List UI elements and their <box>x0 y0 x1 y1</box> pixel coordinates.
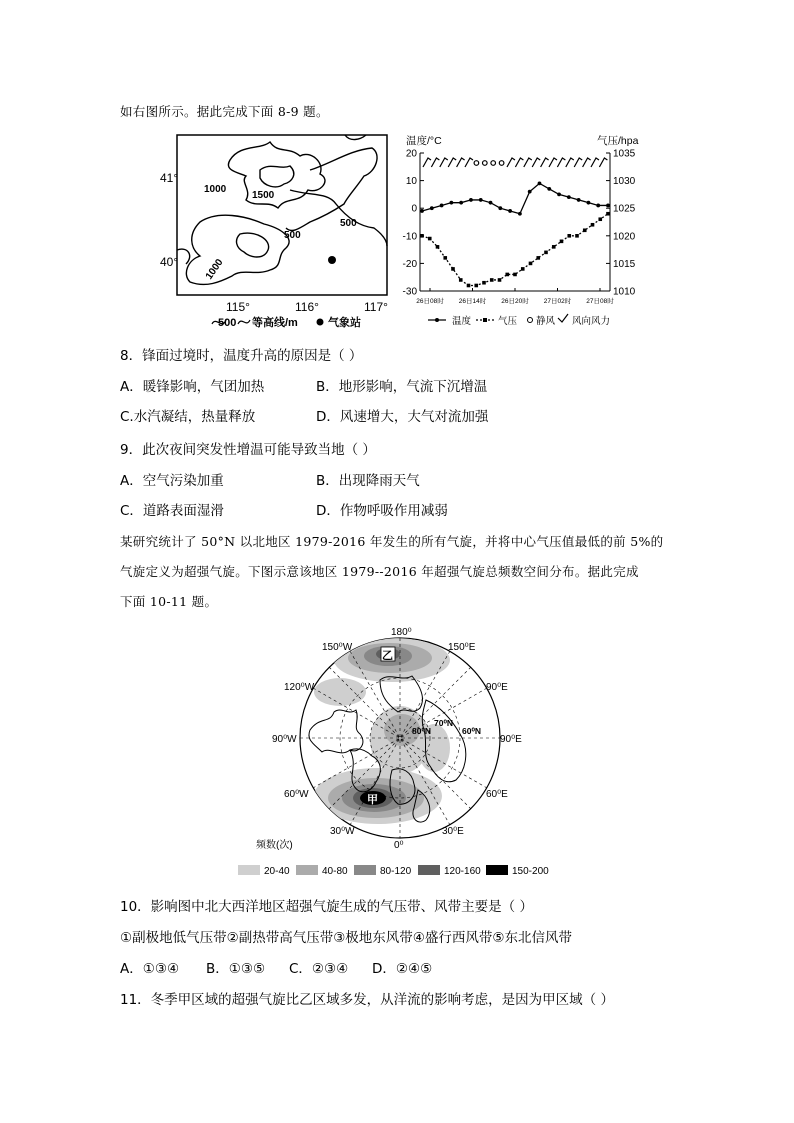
wind-barb <box>557 158 565 167</box>
q10-option-a: A．①③④ <box>120 961 180 977</box>
left-tick-label: 10 <box>405 176 417 188</box>
wind-barb <box>583 158 591 167</box>
legend-label-80-120: 80-120 <box>380 866 412 877</box>
legend-swatch-40-80 <box>296 865 318 875</box>
x-tick-label: 27日08时 <box>586 298 614 305</box>
right-tick-label: 1035 <box>613 148 636 160</box>
pressure-point <box>583 228 587 232</box>
temperature-point <box>518 212 522 216</box>
right-tick-label: 1010 <box>613 286 636 298</box>
lat-label-60n: 60⁰N <box>462 726 482 736</box>
wind-barb <box>448 158 456 167</box>
lon-label-115: 115° <box>226 300 250 314</box>
pressure-point <box>521 267 525 271</box>
pressure-point <box>575 234 579 238</box>
q8-stem: 8．锋面过境时，温度升高的原因是（ ） <box>120 348 363 364</box>
wind-barb <box>515 158 523 167</box>
wind-barb <box>574 158 582 167</box>
lon-label-150w: 150⁰W <box>322 642 353 653</box>
pressure-point <box>529 262 533 266</box>
q8-option-a: A．暖锋影响，气团加热 <box>120 379 265 395</box>
x-tick-label: 26日08时 <box>416 298 444 305</box>
q11-stem: 11．冬季甲区域的超强气旋比乙区域多发，从洋流的影响考虑，是因为甲区域（ ） <box>120 992 614 1008</box>
pressure-point <box>591 223 595 227</box>
pressure-point <box>490 278 494 282</box>
pressure-point <box>567 234 571 238</box>
lon-label-120w: 120⁰W <box>284 682 315 693</box>
pressure-point <box>606 212 610 216</box>
q10-option-b: B．①③⑤ <box>206 961 266 977</box>
pressure-point <box>560 240 564 244</box>
right-tick-label: 1020 <box>613 231 636 243</box>
pressure-point <box>482 281 486 285</box>
lon-label-150e: 150⁰E <box>448 642 476 653</box>
lon-label-60e: 60⁰E <box>486 789 508 800</box>
contour-map <box>160 130 406 330</box>
legend-swatch-80-120 <box>354 865 376 875</box>
temperature-point <box>430 206 434 210</box>
temperature-point <box>587 201 591 205</box>
lon-label-90e-top: 90⁰E <box>486 682 508 693</box>
temperature-point <box>459 201 463 205</box>
pressure-point <box>552 245 556 249</box>
pressure-point <box>544 251 548 255</box>
left-tick-label: 20 <box>405 148 417 160</box>
contour-label-1500: 1500 <box>252 190 275 201</box>
region-jia-label: 甲 <box>367 794 378 806</box>
lat-label-40: 40° <box>160 255 179 269</box>
pressure-point <box>467 284 471 288</box>
intro-text-2-line3: 下面 10-11 题。 <box>120 594 218 609</box>
right-tick-label: 1025 <box>613 203 636 215</box>
temperature-point <box>557 193 561 197</box>
contour-label-1000b: 1000 <box>203 257 226 282</box>
lat-label-41: 41° <box>160 171 179 185</box>
pressure-point <box>536 256 540 260</box>
lat-label-70n: 70⁰N <box>434 718 454 728</box>
q9-stem: 9．此次夜间突发性增温可能导致当地（ ） <box>120 442 376 458</box>
left-tick-label: -20 <box>402 258 417 270</box>
contour-label-1000a: 1000 <box>204 184 227 195</box>
legend-label-40-80: 40-80 <box>322 866 348 877</box>
pressure-point <box>505 273 509 277</box>
temperature-point <box>469 198 473 202</box>
lat-label-80n: 80⁰N <box>412 726 432 736</box>
right-tick-label: 1015 <box>613 258 636 270</box>
temperature-point <box>449 201 453 205</box>
calm-symbol <box>491 161 496 166</box>
temperature-point <box>420 209 424 213</box>
chart-ylabel-left: 温度/°C <box>406 135 442 147</box>
wind-barb <box>532 158 540 167</box>
left-tick-label: -10 <box>402 231 417 243</box>
lon-label-180: 180⁰ <box>391 627 412 638</box>
q9-option-c: C．道路表面湿滑 <box>120 503 224 519</box>
q10-option-c: C．②③④ <box>289 961 349 977</box>
intro-text-2-line2: 气旋定义为超强气旋。下图示意该地区 1979--2016 年超强气旋总频数空间分布。据此完成 <box>120 564 639 579</box>
frequency-legend <box>238 865 549 877</box>
pressure-point <box>598 217 602 221</box>
pressure-point <box>443 256 447 260</box>
legend-label-120-160: 120-160 <box>444 866 481 877</box>
q9-option-b: B．出现降雨天气 <box>316 473 420 489</box>
lon-label-90e: 90⁰E <box>500 734 522 745</box>
q10-stem: 10．影响图中北大西洋地区超强气旋生成的气压带、风带主要是（ ） <box>120 899 533 915</box>
weather-chart <box>400 130 648 332</box>
q9-option-d: D．作物呼吸作用减弱 <box>316 503 448 519</box>
pressure-point <box>420 234 424 238</box>
temperature-point <box>567 195 571 199</box>
contour-label-500b: 500 <box>340 218 357 229</box>
legend-station-label: 气象站 <box>328 317 361 329</box>
temperature-point <box>538 181 542 185</box>
lon-label-90w: 90⁰W <box>272 734 297 745</box>
lon-label-60w: 60⁰W <box>284 789 309 800</box>
wind-barb <box>507 158 515 167</box>
wind-barb <box>431 158 439 167</box>
legend-swatch-120-160 <box>418 865 440 875</box>
weather-station-marker <box>328 256 336 264</box>
x-tick-label: 26日20时 <box>501 298 529 305</box>
q8-option-d: D．风速增大，大气对流加强 <box>316 409 489 425</box>
chart-ylabel-right: 气压/hpa <box>597 135 639 147</box>
q10-items: ①副极地低气压带②副热带高气压带③极地东风带④盛行西风带⑤东北信风带 <box>120 930 573 946</box>
wind-barb <box>465 158 473 167</box>
legend-station-dot <box>317 319 324 326</box>
temperature-point <box>508 209 512 213</box>
q8-option-b: B．地形影响，气流下沉增温 <box>316 379 488 395</box>
lon-label-117: 117° <box>364 300 388 314</box>
contour-lines <box>177 135 387 284</box>
q10-option-d: D．②④⑤ <box>372 961 433 977</box>
lon-label-30e: 30⁰E <box>442 826 464 837</box>
lon-label-116: 116° <box>295 300 319 314</box>
lon-label-0: 0⁰ <box>394 840 404 851</box>
temperature-point <box>596 204 600 208</box>
series-line-series-temp <box>422 183 608 213</box>
legend-contour-label: 等高线/m <box>252 317 298 329</box>
temperature-point <box>440 204 444 208</box>
wind-barb <box>440 158 448 167</box>
pressure-point <box>459 278 463 282</box>
legend-pressure: 气压 <box>498 316 518 327</box>
temperature-point <box>479 198 483 202</box>
q8-option-c: C.水汽凝结，热量释放 <box>120 409 256 425</box>
pressure-point <box>451 267 455 271</box>
x-tick-label: 26日14时 <box>458 298 487 305</box>
legend-swatch-150-200 <box>486 865 508 875</box>
legend-wind: 风向风力 <box>572 316 611 327</box>
temperature-point <box>498 206 502 210</box>
polar-map <box>230 620 570 882</box>
wind-barb <box>599 158 607 167</box>
legend-contour-value: 500 <box>218 317 237 329</box>
temperature-point <box>528 190 532 194</box>
legend-label-20-40: 20-40 <box>264 866 290 877</box>
legend-label-150-200: 150-200 <box>512 866 549 877</box>
wind-barb <box>591 158 599 167</box>
temperature-point <box>489 201 493 205</box>
left-tick-label: 0 <box>411 203 417 215</box>
lon-label-30w: 30⁰W <box>330 826 355 837</box>
q9-option-a: A．空气污染加重 <box>120 473 224 489</box>
wind-barb-row <box>423 158 607 167</box>
wind-barb <box>457 158 465 167</box>
left-tick-label: -30 <box>402 286 417 298</box>
wind-barb <box>566 158 574 167</box>
wind-barb <box>423 158 431 167</box>
legend-calm: 静风 <box>536 316 556 327</box>
intro-text-2-line1: 某研究统计了 50°N 以北地区 1979-2016 年发生的所有气旋，并将中心气压值最低的前 5%的 <box>120 534 664 549</box>
temperature-point <box>547 187 551 191</box>
frequency-axis-label: 频数(次) <box>256 840 293 851</box>
intro-text-1: 如右图所示。据此完成下面 8-9 题。 <box>120 104 329 119</box>
pressure-point <box>428 237 432 241</box>
temperature-point <box>577 198 581 202</box>
temperature-point <box>606 204 610 208</box>
contour-label-500a: 500 <box>284 230 301 241</box>
legend-temp: 温度 <box>452 316 472 327</box>
pressure-point <box>436 245 440 249</box>
pressure-point <box>498 278 502 282</box>
right-tick-label: 1030 <box>613 176 636 188</box>
x-tick-label: 27日02时 <box>543 298 572 305</box>
calm-symbol <box>499 161 504 166</box>
wind-barb <box>541 158 549 167</box>
pressure-point <box>513 273 517 277</box>
calm-symbol <box>483 161 488 166</box>
calm-symbol <box>474 161 479 166</box>
pressure-point <box>474 284 478 288</box>
region-yi-label: 乙 <box>382 650 393 662</box>
wind-barb <box>549 158 557 167</box>
wind-barb <box>524 158 532 167</box>
legend-swatch-20-40 <box>238 865 260 875</box>
